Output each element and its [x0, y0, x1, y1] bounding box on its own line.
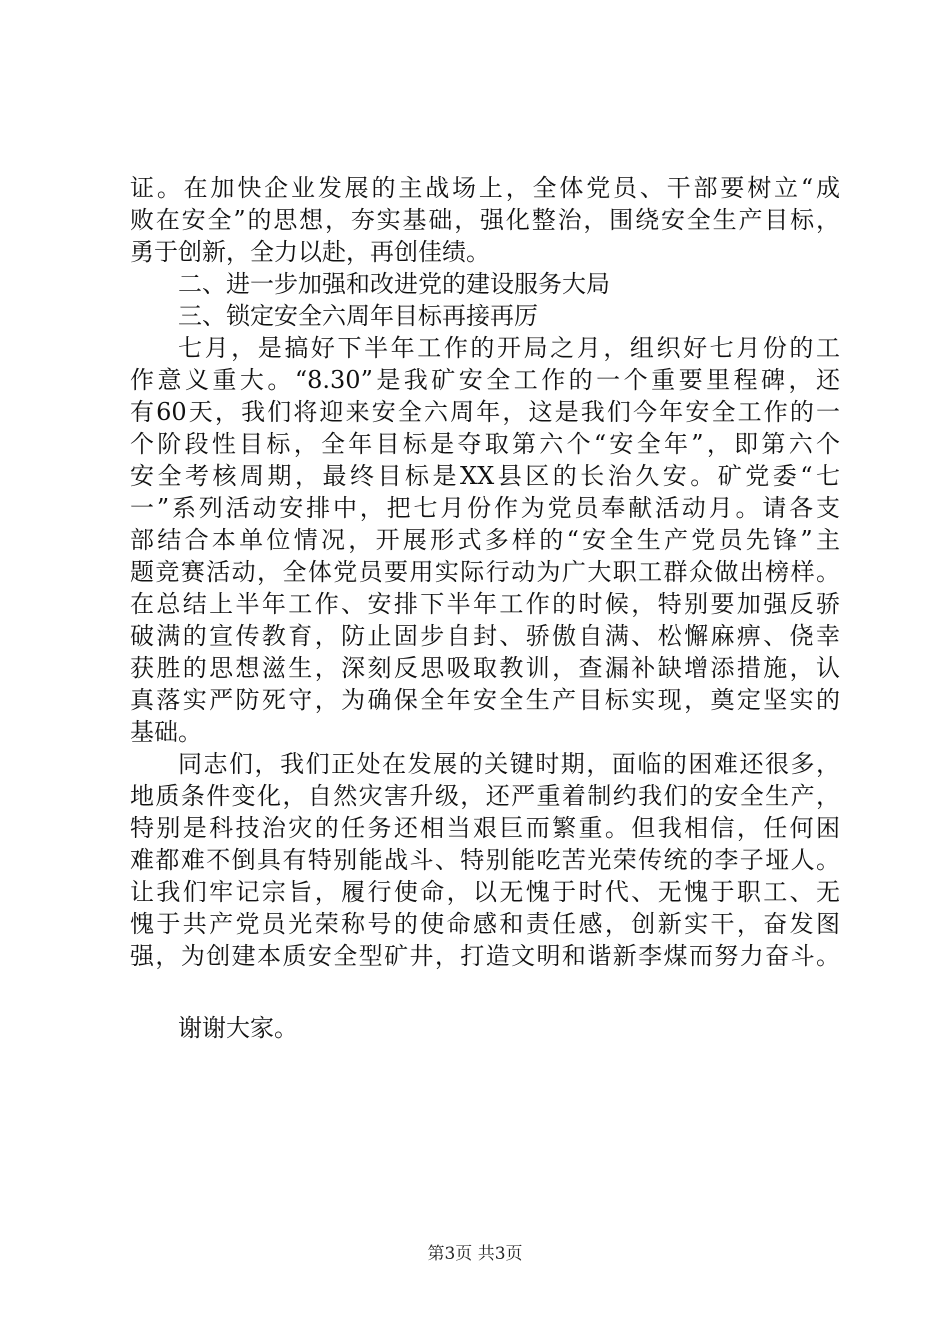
text-line: 安全考核周期，最终目标是XX县区的长治久安。矿党委“七	[130, 462, 840, 490]
section-heading: 二、进一步加强和改进党的建设服务大局	[178, 270, 610, 298]
text-line: 基础。	[130, 718, 202, 746]
section-heading: 三、锁定安全六周年目标再接再厉	[178, 302, 538, 330]
text-line: 一”系列活动安排中，把七月份作为党员奉献活动月。请各支	[130, 494, 840, 522]
page-number-footer: 第3页 共3页	[427, 1244, 523, 1264]
text-line: 作意义重大。“8.30”是我矿安全工作的一个重要里程碑，还	[130, 366, 840, 394]
text-line: 破满的宣传教育，防止固步自封、骄傲自满、松懈麻痹、侥幸	[130, 622, 840, 650]
text-line: 强，为创建本质安全型矿井，打造文明和谐新李煤而努力奋斗。	[130, 942, 840, 970]
document-body	[130, 172, 840, 1044]
text-line: 个阶段性目标，全年目标是夺取第六个“安全年”，即第六个	[130, 430, 840, 458]
text-line: 七月，是搞好下半年工作的开局之月，组织好七月份的工	[178, 334, 840, 362]
text-line: 愧于共产党员光荣称号的使命感和责任感，创新实干，奋发图	[130, 910, 840, 938]
text-line: 获胜的思想滋生，深刻反思吸取教训，查漏补缺增添措施，认	[130, 654, 840, 682]
text-line: 败在安全”的思想，夯实基础，强化整治，围绕安全生产目标，	[130, 206, 840, 234]
text-line: 真落实严防死守，为确保全年安全生产目标实现，奠定坚实的	[130, 686, 840, 714]
text-line: 部结合本单位情况，开展形式多样的“安全生产党员先锋”主	[130, 526, 840, 554]
text-line: 证。在加快企业发展的主战场上，全体党员、干部要树立“成	[130, 174, 840, 202]
text-line: 在总结上半年工作、安排下半年工作的时候，特别要加强反骄	[130, 590, 840, 618]
closing-remark: 谢谢大家。	[178, 1014, 298, 1042]
text-line: 地质条件变化，自然灾害升级，还严重着制约我们的安全生产，	[130, 782, 840, 810]
text-line: 同志们，我们正处在发展的关键时期，面临的困难还很多，	[178, 750, 840, 778]
text-line: 难都难不倒具有特别能战斗、特别能吃苦光荣传统的李子垭人。	[130, 846, 840, 874]
text-line: 特别是科技治灾的任务还相当艰巨而繁重。但我相信，任何困	[130, 814, 840, 842]
text-line: 勇于创新，全力以赴，再创佳绩。	[130, 238, 490, 266]
paragraph-spacer	[130, 972, 840, 1012]
text-line: 有60天，我们将迎来安全六周年，这是我们今年安全工作的一	[130, 398, 840, 426]
text-line: 题竞赛活动，全体党员要用实际行动为广大职工群众做出榜样。	[130, 558, 840, 586]
text-line: 让我们牢记宗旨，履行使命，以无愧于时代、无愧于职工、无	[130, 878, 840, 906]
